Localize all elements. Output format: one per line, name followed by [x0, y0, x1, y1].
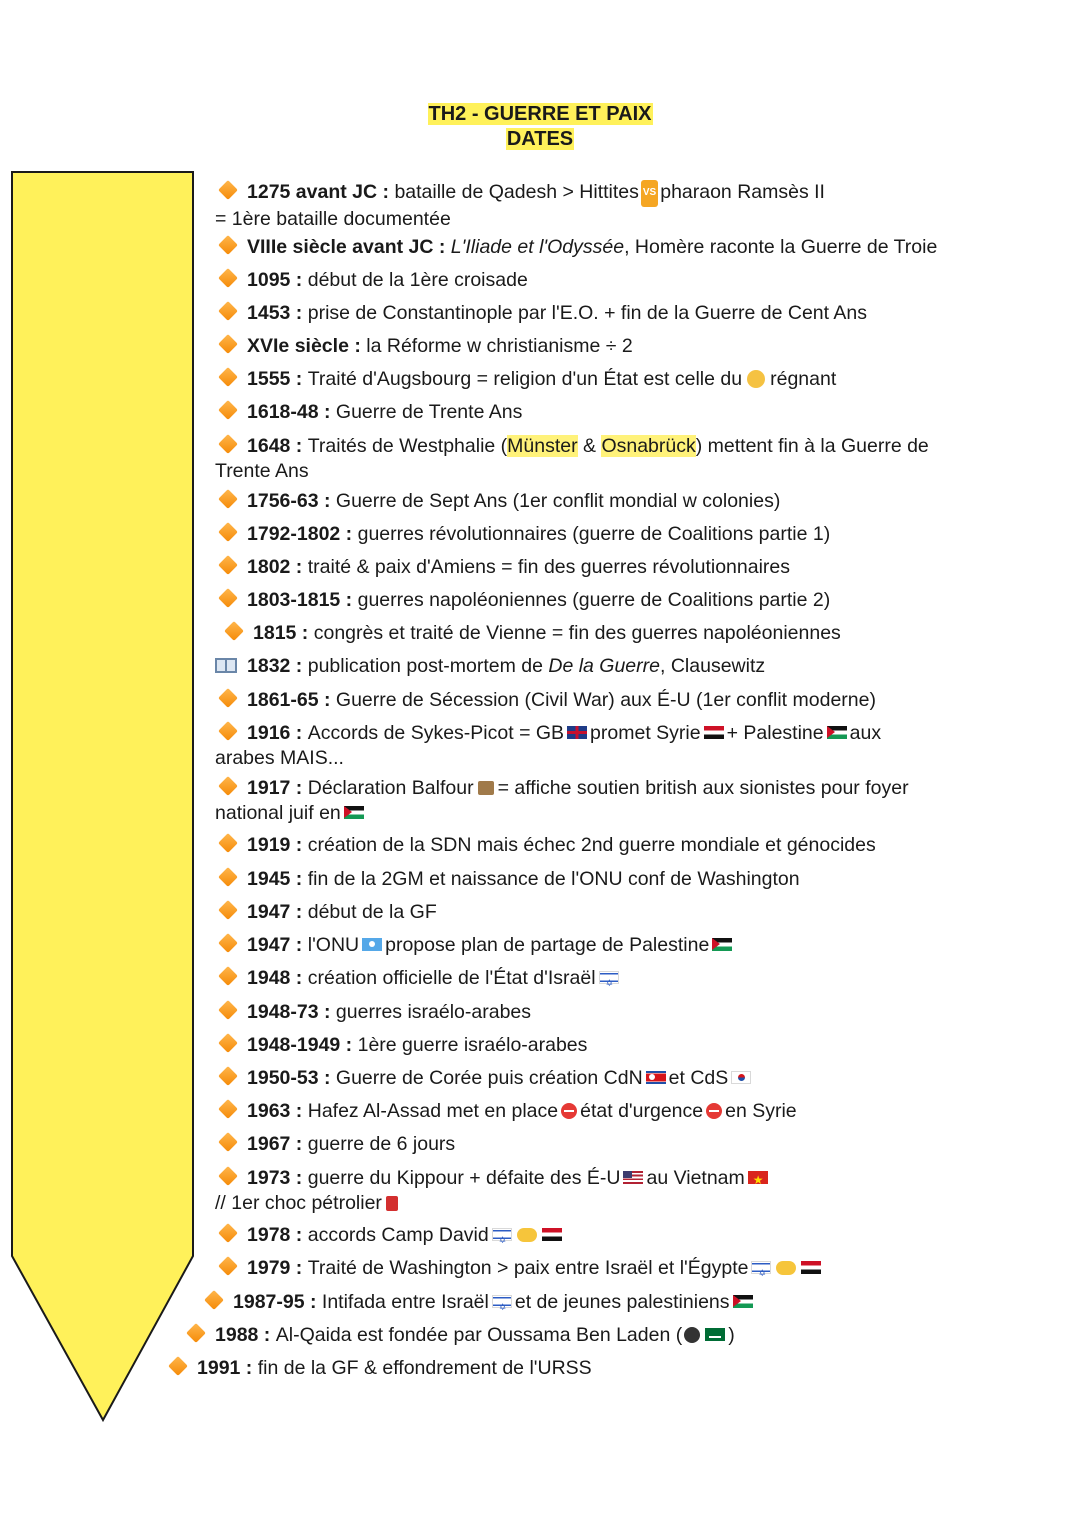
- entry-date: 1963: [247, 1100, 291, 1122]
- bullet-diamond-icon: [218, 522, 238, 542]
- palestine-flag-icon: [712, 938, 732, 951]
- entry-date: 1756-63: [247, 490, 319, 512]
- egypt-flag-icon: [801, 1261, 821, 1274]
- egypt-flag-icon: [542, 1228, 562, 1241]
- israel-flag-icon: [751, 1261, 771, 1274]
- bullet-diamond-icon: [218, 301, 238, 321]
- bullet-diamond-icon: [218, 489, 238, 509]
- entry-date: 1917: [247, 777, 291, 799]
- bullet-diamond-icon: [218, 434, 238, 454]
- fuel-pump-icon: [386, 1196, 398, 1211]
- timeline-entry: 1987-95 : Intifada entre Israël✡ et de jeunes palestiniens: [201, 1290, 961, 1315]
- entry-date: 1967: [247, 1133, 291, 1155]
- bullet-diamond-icon: [224, 621, 244, 641]
- entry-date: 1948-1949: [247, 1034, 341, 1056]
- entry-date: 1832: [247, 655, 291, 677]
- timeline-entry: 1832 : publication post-mortem de De la Guerre, Clausewitz: [215, 654, 975, 679]
- bullet-diamond-icon: [218, 833, 238, 853]
- south-korea-flag-icon: [731, 1071, 751, 1084]
- timeline-entry: 1555 : Traité d'Augsbourg = religion d'un État est celle du régnant: [215, 367, 975, 392]
- timeline-entry: 1948 : création officielle de l'État d'Israël✡: [215, 966, 975, 991]
- timeline-entry: 1973 : guerre du Kippour + défaite des É-U au Vietnam★ // 1er choc pétrolier: [215, 1166, 975, 1215]
- timeline-entry: 1963 : Hafez Al-Assad met en place état d'urgence en Syrie: [215, 1099, 975, 1124]
- entry-date: 1555: [247, 368, 291, 390]
- timeline-entry: 1948-73 : guerres israélo-arabes: [215, 1000, 975, 1025]
- syria-flag-icon: [704, 726, 724, 739]
- entry-date: 1979: [247, 1257, 291, 1279]
- no-entry-icon: [706, 1103, 722, 1119]
- entry-date: 1792-1802: [247, 523, 341, 545]
- bullet-diamond-icon: [218, 180, 238, 200]
- entry-date: 1978: [247, 1224, 291, 1246]
- entry-date: 1948-73: [247, 1001, 319, 1023]
- bullet-diamond-icon: [204, 1290, 224, 1310]
- timeline-entry: 1919 : création de la SDN mais échec 2nd guerre mondiale et génocides: [215, 833, 975, 858]
- timeline-entry: 1815 : congrès et traité de Vienne = fin des guerres napoléoniennes: [221, 621, 981, 646]
- entry-date: 1919: [247, 834, 291, 856]
- ninja-icon: [684, 1327, 700, 1343]
- israel-flag-icon: [599, 971, 619, 984]
- timeline-entry: 1950-53 : Guerre de Corée puis création CdN et CdS: [215, 1066, 975, 1091]
- bullet-diamond-icon: [218, 867, 238, 887]
- timeline-entry: 1095 : début de la 1ère croisade: [215, 268, 975, 293]
- israel-flag-icon: [492, 1295, 512, 1308]
- bullet-diamond-icon: [218, 555, 238, 575]
- bullet-diamond-icon: [218, 776, 238, 796]
- entry-date: 1815: [253, 622, 297, 644]
- entry-date: 1991: [197, 1357, 241, 1379]
- bullet-diamond-icon: [186, 1323, 206, 1343]
- bullet-diamond-icon: [218, 721, 238, 741]
- timeline-entry: 1861-65 : Guerre de Sécession (Civil War) aux É-U (1er conflit moderne): [215, 688, 975, 713]
- bullet-diamond-icon: [218, 268, 238, 288]
- bullet-diamond-icon: [218, 400, 238, 420]
- bullet-diamond-icon: [218, 1256, 238, 1276]
- bullet-diamond-icon: [218, 1223, 238, 1243]
- timeline-entry: 1275 avant JC : bataille de Qadesh > Hittites VS pharaon Ramsès II = 1ère bataille documentée: [215, 181, 825, 230]
- timeline-entry: 1948-1949 : 1ère guerre israélo-arabes: [215, 1033, 975, 1058]
- timeline-entry: 1967 : guerre de 6 jours: [215, 1132, 975, 1157]
- timeline-entry: 1453 : prise de Constantinople par l'E.O. + fin de la Guerre de Cent Ans: [215, 301, 975, 326]
- timeline-entry: 1978 : accords Camp David✡: [215, 1223, 975, 1248]
- israel-flag-icon: [492, 1228, 512, 1241]
- bullet-diamond-icon: [218, 1000, 238, 1020]
- entry-date: 1802: [247, 556, 291, 578]
- usa-flag-icon: [623, 1171, 643, 1184]
- bullet-diamond-icon: [218, 235, 238, 255]
- entry-date: XVIe siècle: [247, 335, 349, 357]
- entry-date: 1948: [247, 967, 291, 989]
- vietnam-flag-icon: [748, 1171, 768, 1184]
- entry-date: 1861-65: [247, 689, 319, 711]
- bullet-diamond-icon: [218, 367, 238, 387]
- handshake-icon: [517, 1228, 537, 1242]
- bullet-diamond-icon: [168, 1356, 188, 1376]
- entry-date: 1095: [247, 269, 291, 291]
- saudi-flag-icon: [705, 1328, 725, 1341]
- page-title: [0, 102, 1080, 152]
- entry-date: 1453: [247, 302, 291, 324]
- book-icon: [215, 658, 237, 673]
- timeline-entry: 1792-1802 : guerres révolutionnaires (guerre de Coalitions partie 1): [215, 522, 975, 547]
- scroll-icon: [478, 781, 494, 795]
- entry-date: 1973: [247, 1167, 291, 1189]
- entry-date: 1648: [247, 435, 291, 457]
- timeline-entry: 1991 : fin de la GF & effondrement de l'URSS: [165, 1356, 925, 1381]
- bullet-diamond-icon: [218, 966, 238, 986]
- bullet-diamond-icon: [218, 688, 238, 708]
- entry-date: 1618-48: [247, 401, 319, 423]
- timeline-entry: 1618-48 : Guerre de Trente Ans: [215, 400, 975, 425]
- timeline-entry: VIIIe siècle avant JC : L'Iliade et l'Odyssée, Homère raconte la Guerre de Troie: [215, 235, 975, 260]
- entry-date: VIIIe siècle avant JC: [247, 236, 434, 258]
- palestine-flag-icon: [733, 1295, 753, 1308]
- timeline-entry: XVIe siècle : la Réforme w christianisme ÷ 2: [215, 334, 975, 359]
- bullet-diamond-icon: [218, 1099, 238, 1119]
- title-line-2: DATES: [506, 128, 574, 150]
- entry-date: 1275 avant JC: [247, 181, 378, 203]
- timeline-entry: 1988 : Al-Qaida est fondée par Oussama Ben Laden ( ): [183, 1323, 943, 1348]
- north-korea-flag-icon: [646, 1071, 666, 1084]
- timeline-entry: 1802 : traité & paix d'Amiens = fin des guerres révolutionnaires: [215, 555, 975, 580]
- bullet-diamond-icon: [218, 933, 238, 953]
- bullet-diamond-icon: [218, 1033, 238, 1053]
- palestine-flag-icon: [344, 806, 364, 819]
- timeline-entry: 1916 : Accords de Sykes-Picot = GB promet Syrie + Palestine aux arabes MAIS...: [215, 722, 882, 769]
- timeline-entry: 1947 : début de la GF: [215, 900, 975, 925]
- bullet-diamond-icon: [218, 900, 238, 920]
- timeline-entry: 1947 : l'ONU propose plan de partage de Palestine: [215, 933, 975, 958]
- bullet-diamond-icon: [218, 1166, 238, 1186]
- timeline-entry: 1917 : Déclaration Balfour = affiche soutien british aux sionistes pour foyer national juif en: [215, 777, 909, 824]
- entry-date: 1988: [215, 1324, 259, 1346]
- entry-date: 1803-1815: [247, 589, 341, 611]
- timeline-entry: 1945 : fin de la 2GM et naissance de l'ONU conf de Washington: [215, 867, 975, 892]
- entry-date: 1947: [247, 901, 291, 923]
- no-entry-icon: [561, 1103, 577, 1119]
- timeline-entry: 1648 : Traités de Westphalie (Münster & Osnabrück) mettent fin à la Guerre de Trente Ans: [215, 435, 929, 482]
- entry-date: 1950-53: [247, 1067, 319, 1089]
- title-line-1: TH2 - GUERRE ET PAIX: [428, 103, 652, 125]
- entry-date: 1987-95: [233, 1291, 305, 1313]
- timeline-entry: 1803-1815 : guerres napoléoniennes (guerre de Coalitions partie 2): [215, 588, 975, 613]
- bullet-diamond-icon: [218, 1132, 238, 1152]
- palestine-flag-icon: [827, 726, 847, 739]
- bullet-diamond-icon: [218, 334, 238, 354]
- bullet-diamond-icon: [218, 1066, 238, 1086]
- bullet-diamond-icon: [218, 588, 238, 608]
- entry-date: 1947: [247, 934, 291, 956]
- entry-date: 1916: [247, 722, 291, 744]
- versus-icon: VS: [641, 180, 658, 207]
- handshake-icon: [776, 1261, 796, 1275]
- un-flag-icon: [362, 938, 382, 951]
- timeline-entry: 1756-63 : Guerre de Sept Ans (1er conflit mondial w colonies): [215, 489, 975, 514]
- entry-date: 1945: [247, 868, 291, 890]
- timeline-entry: 1979 : Traité de Washington > paix entre Israël et l'Égypte✡: [215, 1256, 975, 1281]
- uk-flag-icon: [567, 726, 587, 739]
- king-icon: [747, 370, 765, 388]
